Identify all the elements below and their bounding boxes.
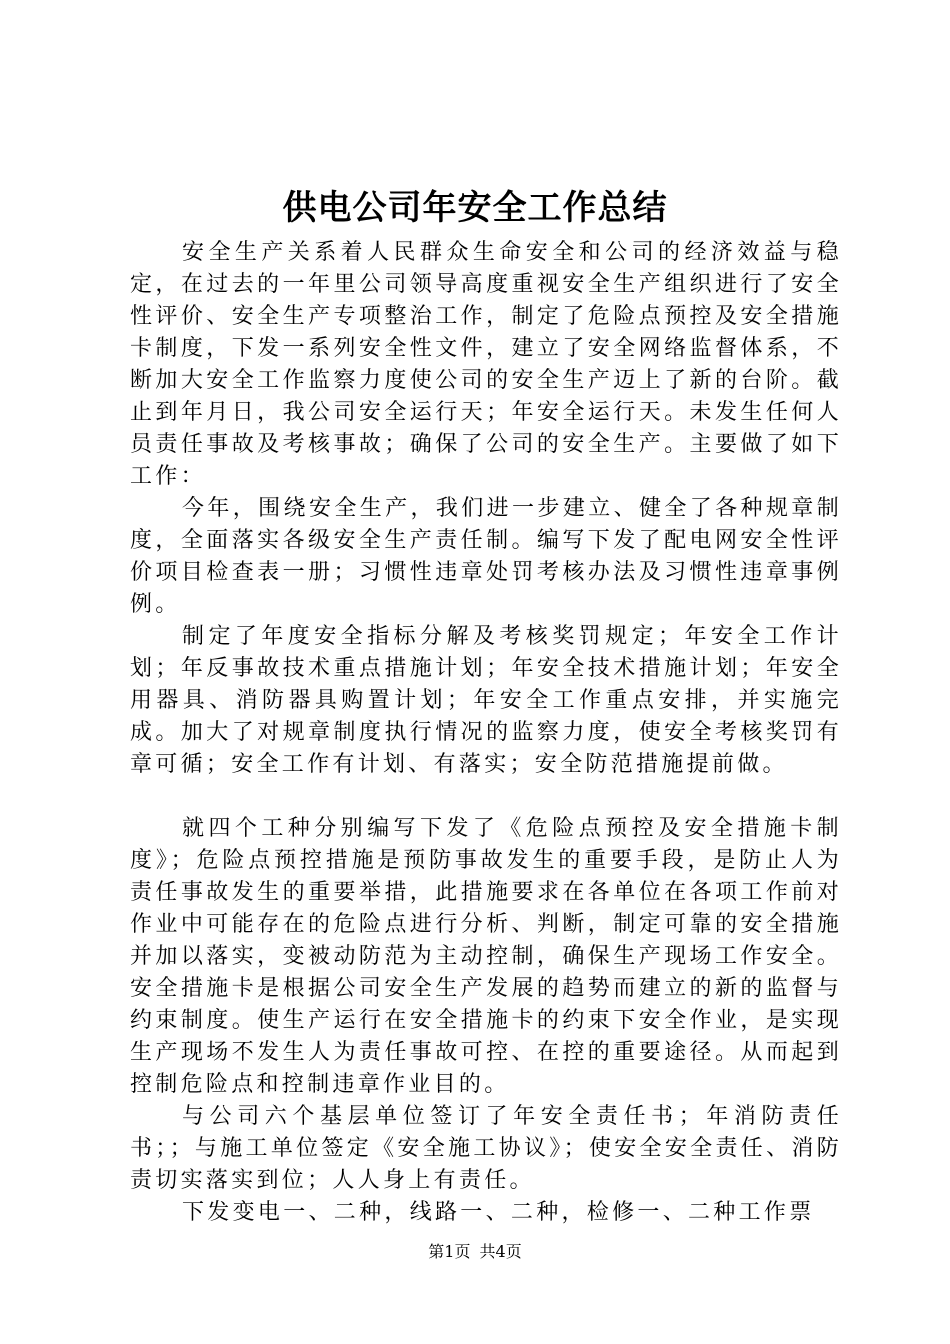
paragraph-plans: 制定了年度安全指标分解及考核奖罚规定；年安全工作计划；年反事故技术重点措施计划；年安全技术措施计划；年安全用器具、消防器具购置计划；年安全工作重点安排，并实施完成。加大了对规章制度执行情况的监察力度，使安全考核奖罚有章可循；安全工作有计划、有落实；安全防范措施提前做。 (130, 624, 842, 777)
paragraph-regulations: 今年，围绕安全生产，我们进一步建立、健全了各种规章制度，全面落实各级安全生产责任制。编写下发了配电网安全性评价项目检查表一册；习惯性违章处罚考核办法及习惯性违章事例例。 (130, 496, 842, 617)
page-number: 第1页 (428, 1242, 471, 1261)
document-body (130, 237, 842, 1229)
paragraph-responsibility: 与公司六个基层单位签订了年安全责任书；年消防责任书；；与施工单位签定《安全施工协议》；使安全安全责任、消防责切实落实到位；人人身上有责任。 (130, 1104, 842, 1193)
paragraph-risk-control: 就四个工种分别编写下发了《危险点预控及安全措施卡制度》；危险点预控措施是预防事故发生的重要手段，是防止人为责任事故发生的重要举措，此措施要求在各单位在各项工作前对作业中可能存在的危险点进行分析、判断，制定可靠的安全措施并加以落实，变被动防范为主动控制，确保生产现场工作安全。安全措施卡是根据公司安全生产发展的趋势而建立的新的监督与约束制度。使生产运行在安全措施卡的约束下安全作业，是实现生产现场不发生人为责任事故可控、在控的重要途径。从而起到控制危险点和控制违章作业目的。 (130, 816, 842, 1097)
page-total: 共4页 (479, 1242, 522, 1261)
paragraph-intro: 安全生产关系着人民群众生命安全和公司的经济效益与稳定，在过去的一年里公司领导高度重视安全生产组织进行了安全性评价、安全生产专项整治工作，制定了危险点预控及安全措施卡制度，下发一系列安全性文件，建立了安全网络监督体系，不断加大安全工作监察力度使公司的安全生产迈上了新的台阶。截止到年月日，我公司安全运行天；年安全运行天。未发生任何人员责任事故及考核事故；确保了公司的安全生产。主要做了如下工作： (130, 240, 842, 489)
paragraph-gap (130, 781, 842, 813)
page-footer (0, 1240, 950, 1264)
document-title: 供电公司年安全工作总结 (282, 188, 668, 228)
paragraph-work-tickets: 下发变电一、二种，线路一、二种，检修一、二种工作票 (182, 1200, 815, 1225)
